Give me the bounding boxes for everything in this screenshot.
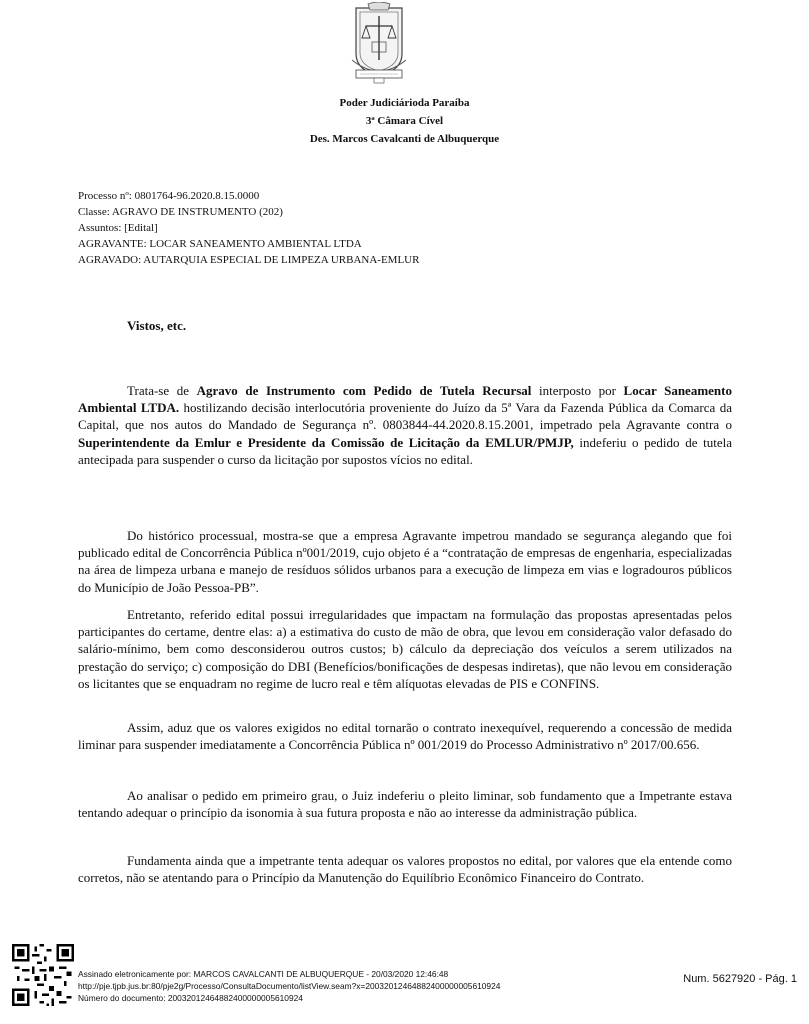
appellee: AGRAVADO: AUTARQUIA ESPECIAL DE LIMPEZA URBANA-EMLUR bbox=[78, 254, 420, 266]
document-number: Número do documento: 20032012464882400000005610924 bbox=[78, 993, 303, 1003]
chamber-name: 3ª Câmara Cível bbox=[365, 115, 444, 127]
court-emblem-logo bbox=[346, 2, 412, 84]
paragraph-6: Fundamenta ainda que a impetrante tenta adequar os valores propostos no edital, por valores que ela entende como corretos, não se atentando para o Princípio da Manutenção do Equilíbrio Econômico Financeiro do Contrato. bbox=[78, 853, 732, 886]
document-url: http://pje.tjpb.jus.br:80/pje2g/Processo/ConsultaDocumento/listView.seam?x=20032012464882400000005610924 bbox=[78, 981, 501, 991]
paragraph-4: Assim, aduz que os valores exigidos no edital tornarão o contrato inexequível, requerendo a concessão de medida liminar para suspender imediatamente a Concorrência Pública nº 001/2019 do Processo Administrativo nº 2017/00.656. bbox=[78, 720, 732, 753]
process-number: Processo nº: 0801764-96.2020.8.15.0000 bbox=[78, 190, 260, 202]
signature-line: Assinado eletronicamente por: MARCOS CAVALCANTI DE ALBUQUERQUE - 20/03/2020 12:46:48 bbox=[78, 969, 449, 979]
opening-line: Vistos, etc. bbox=[127, 318, 187, 333]
signature-footer bbox=[78, 968, 500, 1004]
process-subjects: Assuntos: [Edital] bbox=[78, 222, 158, 234]
process-class: Classe: AGRAVO DE INSTRUMENTO (202) bbox=[78, 206, 283, 218]
qr-code bbox=[12, 944, 74, 1006]
court-name: Poder Judiciárioda Paraíba bbox=[339, 97, 470, 109]
page-number: Num. 5627920 - Pág. 1 bbox=[683, 973, 797, 985]
paragraph-5: Ao analisar o pedido em primeiro grau, o Juiz indeferiu o pleito liminar, sob fundamento que a Impetrante estava tentando adequar o princípio da isonomia à sua futura proposta e não ao interesse da administração pública. bbox=[78, 788, 732, 821]
process-metadata bbox=[78, 188, 419, 268]
appellant: AGRAVANTE: LOCAR SANEAMENTO AMBIENTAL LTDA bbox=[78, 238, 362, 250]
paragraph-3: Entretanto, referido edital possui irregularidades que impactam na formulação das propostas apresentadas pelos participantes do certame, dentre elas: a) a estimativa do custo de mão de obra, que levou em consideração valor defasado do salário-mínimo, bem como desconsiderou outros custos; b) cálculo da depreciação dos veículos a serem utilizados na prestação do serviço; c) composição do DBI (Benefícios/bonificações de despesas indiretas), que não levou em consideração os licitantes que se enquadram no regime de lucro real e têm alíquotas elevadas de PIS e CONFINS. bbox=[78, 607, 732, 691]
paragraph-1: Trata-se de Agravo de Instrumento com Pedido de Tutela Recursal interposto por Locar Saneamento Ambiental LTDA. hostilizando decisão interlocutória proveniente do Juízo da 5ª Vara da Fazenda Pública da Comarca da Capital, que nos autos do Mandado de Segurança nº. 0803844-44.2020.8.15.2001, impetrado pela Agravante contra o Superintendente da Emlur e Presidente da Comissão de Licitação da EMLUR/PMJP, indeferiu o pedido de tutela antecipada para suspender o curso da licitação por supostos vícios no edital. bbox=[78, 383, 733, 467]
paragraph-2: Do histórico processual, mostra-se que a empresa Agravante impetrou mandado se segurança alegando que foi publicado edital de Concorrência Pública nº001/2019, cujo objeto é a “contratação de empresas de engenharia, especializadas na área de limpeza urbana e manejo de resíduos sólidos urbanos para a execução de limpeza em vias e logradouros públicos do Município de João Pessoa-PB”. bbox=[78, 528, 732, 595]
judge-name: Des. Marcos Cavalcanti de Albuquerque bbox=[309, 133, 500, 145]
